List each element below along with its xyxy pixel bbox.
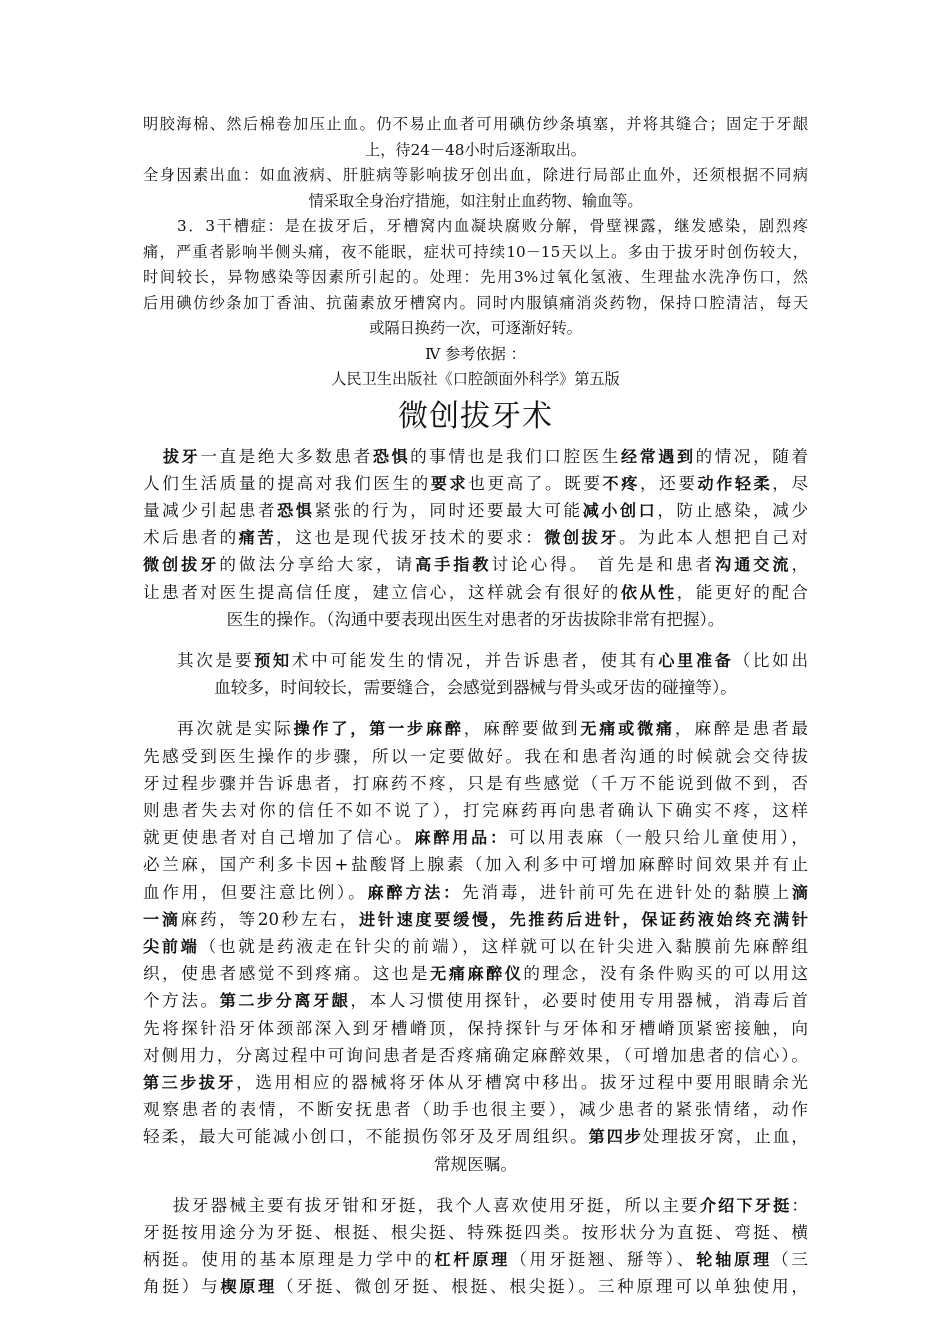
text-line [143, 1151, 808, 1178]
emphasis-text: 尖前端 [143, 936, 200, 956]
text-line [143, 443, 808, 470]
body-text: 量减少引起患者 [143, 500, 278, 520]
body-text: 其次是要 [177, 650, 255, 670]
body-text: 常规医嘱。 [434, 1154, 517, 1174]
text-line [143, 1069, 808, 1096]
body-text: 对侧用力，分离过程中可询问患者是否疼痛确定麻醉效果，（可增加患者的信心）。 [143, 1045, 808, 1065]
body-text: （牙挺、微创牙挺、根挺、根尖挺）。三种原理可以单独使用， [277, 1277, 808, 1297]
emphasis-text: 依从性 [620, 582, 677, 602]
body-text: ，防止感染，减少 [657, 500, 809, 520]
body-text: （用牙挺翘、掰等）、 [510, 1250, 697, 1270]
emphasis-text: 第四步 [588, 1127, 643, 1147]
emphasis-text: 高手指教 [415, 555, 492, 575]
text-line [143, 906, 808, 933]
body-text: 人们生活质量的提高对我们医生的 [143, 473, 431, 493]
text-line [143, 770, 808, 797]
text-line [143, 606, 808, 633]
body-text: 血作用，但要注意比例）。 [143, 882, 368, 902]
body-text: 牙过程步骤并告诉患者，打麻药不疼，只是有些感觉（千万不能说到做不到，否 [143, 773, 808, 793]
text-line: 时间较长，异物感染等因素所引起的。处理：先用3%过氧化氢液、生理盐水洗净伤口，然 [143, 268, 808, 286]
body-text: 就更使患者对自己增加了信心。 [143, 828, 415, 848]
text-line [143, 1096, 808, 1123]
body-text: 术后患者的 [143, 528, 239, 548]
body-text: 麻药，等20秒左右， [180, 909, 360, 929]
body-text: 则患者失去对你的信任不如不说了），打完麻药再向患者确认下确实不疼，这样 [143, 800, 808, 820]
paragraph-intro [143, 443, 808, 633]
text-line [143, 647, 808, 674]
body-text: 紧张的行为，同时还要最大可能 [314, 500, 583, 520]
text-line: 上，待24－48小时后逐渐取出。 [365, 140, 586, 159]
body-text: 术中可能发生的情况，并告诉患者，使其有 [291, 650, 659, 670]
body-text: 拔牙器械主要有拔牙钳和牙挺，我个人喜欢使用牙挺，所以主要 [173, 1195, 700, 1215]
emphasis-text: 一滴 [143, 909, 181, 929]
body-text: 也更高了。既要 [468, 473, 603, 493]
text-line [143, 674, 808, 701]
article-title: 微创拔牙术 [398, 398, 553, 434]
emphasis-text: 不疼 [602, 473, 640, 493]
body-text: 先将探针沿牙体颈部深入到牙槽嵴顶，保持探针与牙体和牙槽嵴顶紧密接触，向 [143, 1018, 808, 1038]
emphasis-text: 恐惧 [372, 446, 411, 466]
emphasis-text: 心里准备 [658, 650, 734, 670]
body-text: ，这也是现代拔牙技术的要求： [276, 528, 545, 548]
body-text: 的理念，没有条件购买的可以用这 [523, 964, 809, 984]
text-line [143, 960, 808, 987]
body-text: 讨论心得。 首先是和患者 [491, 555, 716, 575]
emphasis-text: 操作了，第一步麻醉 [293, 719, 464, 739]
emphasis-text: 第二步分离牙龈 [219, 991, 351, 1011]
emphasis-text: 麻醉用品： [414, 828, 509, 848]
emphasis-text: 进针速度要缓慢，先推药后进针，保证药液始终充满针 [359, 909, 808, 929]
body-text: 让患者对医生提高信任度，建立信心，这样就会有很好的 [143, 582, 621, 602]
body-text: 的情况，随着 [695, 446, 809, 466]
text-line [143, 715, 808, 742]
emphasis-text: 介绍下牙挺 [699, 1195, 792, 1215]
emphasis-text: 微创拔牙 [544, 528, 619, 548]
text-line: 情采取全身治疗措施，如注射止血药物、输血等。 [308, 191, 643, 210]
text-line: 3．3干槽症：是在拔牙后，牙槽窝内血凝块腐败分解，骨壁裸露，继发感染，剧烈疼 [177, 217, 808, 235]
emphasis-text: 恐惧 [277, 500, 315, 520]
body-text: （三 [772, 1250, 809, 1270]
text-line [143, 1273, 808, 1300]
emphasis-text: 无痛麻醉仪 [430, 964, 524, 984]
emphasis-text: 麻醉方法： [367, 882, 463, 902]
body-text: 观察患者的表情，不断安抚患者（助手也很主要），减少患者的紧张情绪，动作 [143, 1100, 808, 1120]
emphasis-text: 第三步拔牙 [143, 1072, 237, 1092]
text-line: 明胶海棉、然后棉卷加压止血。仍不易止血者可用碘仿纱条填塞，并将其缝合；固定于牙龈 [143, 115, 808, 133]
emphasis-text: 沟通交流 [715, 555, 792, 575]
body-text: ，选用相应的器械将牙体从牙槽窝中移出。拔牙过程中要用眼睛余光 [236, 1072, 809, 1092]
body-text: 先感受到医生操作的步骤，所以一定要做好。我在和患者沟通的时候就会交待拔 [143, 746, 808, 766]
emphasis-text: 滴 [791, 882, 809, 902]
text-line [143, 1192, 808, 1219]
text-line [143, 879, 808, 906]
body-text: 医生的操作。（沟通中要表现出医生对患者的牙齿拔除非常有把握）。 [226, 609, 725, 629]
body-text: 一直是绝大多数患者 [200, 446, 373, 466]
emphasis-text: 无痛或微痛 [580, 719, 675, 739]
body-text: 先消毒，进针前可先在进针处的黏膜上 [462, 882, 792, 902]
text-line: 痛，严重者影响半侧头痛，夜不能眠，症状可持续10－15天以上。多由于拔牙时创伤较大， [143, 242, 808, 261]
emphasis-text: 经常遇到 [620, 446, 696, 466]
text-line [143, 987, 808, 1014]
emphasis-text: 要求 [430, 473, 469, 493]
body-text: 可以用表麻（一般只给儿童使用）， [508, 828, 809, 848]
text-line [143, 497, 808, 524]
text-line [143, 470, 808, 497]
text-line [143, 1246, 808, 1273]
body-text: 处理拔牙窝，止血， [642, 1127, 809, 1147]
body-text: 柄挺。使用的基本原理是力学中的 [143, 1250, 435, 1270]
text-line: 人民卫生出版社《口腔颌面外科学》第五版 [331, 370, 620, 388]
emphasis-text: 预知 [254, 650, 292, 670]
upper-section [143, 112, 808, 393]
text-line [143, 743, 808, 770]
paragraph-preparation [143, 647, 808, 701]
body-text: 织，使患者感觉不到疼痛。这也是 [143, 964, 431, 984]
text-line [143, 1015, 808, 1042]
body-text: 的做法分享给大家，请 [219, 555, 416, 575]
text-line [143, 1042, 808, 1069]
text-line: 后用碘仿纱条加丁香油、抗菌素放牙槽窝内。同时内服镇痛消炎药物，保持口腔清洁，每天 [143, 293, 808, 312]
text-line [143, 524, 808, 551]
text-line [143, 933, 808, 960]
emphasis-text: 痛苦 [238, 528, 277, 548]
text-line [143, 797, 808, 824]
body-text: 牙挺按用途分为牙挺、根挺、根尖挺、特殊挺四类。按形状分为直挺、弯挺、横 [143, 1222, 808, 1242]
emphasis-text: 动作轻柔 [697, 473, 773, 493]
body-text: ，麻醉要做到 [463, 719, 581, 739]
body-text: 个方法。 [143, 991, 220, 1011]
body-text: 的事情也是我们口腔医生 [410, 446, 621, 466]
emphasis-text: 拔牙 [163, 446, 201, 466]
body-text: ，麻醉是患者最 [674, 719, 809, 739]
emphasis-text: 微创拔牙 [143, 555, 220, 575]
body-text: 。为此本人想把自己对 [619, 528, 809, 548]
text-line [143, 579, 808, 606]
body-text: 角挺）与 [143, 1277, 221, 1297]
body-text: ，尽 [772, 473, 809, 493]
paragraph-instruments [143, 1192, 808, 1301]
body-text: 再次就是实际 [177, 719, 294, 739]
body-text: 必兰麻，国产利多卡因+盐酸肾上腺素（加入利多中可增加麻醉时间效果并有止 [143, 855, 808, 875]
body-text: ： [791, 1195, 808, 1215]
body-text: （比如出 [733, 650, 809, 670]
body-text: ，还要 [639, 473, 698, 493]
document-page [143, 112, 808, 1301]
body-text: （也就是药液走在针尖的前端），这样就可以在针尖进入黏膜前先麻醉组 [199, 936, 808, 956]
text-line [143, 1219, 808, 1246]
emphasis-text: 减小创口 [582, 500, 658, 520]
text-line [143, 551, 808, 578]
text-line: Ⅳ 参考依据 ： [425, 344, 526, 363]
text-line [143, 1123, 808, 1150]
text-line [143, 851, 808, 878]
emphasis-text: 楔原理 [220, 1277, 278, 1297]
body-text: 血较多，时间较长，需要缝合，会感觉到器械与骨头或牙齿的碰撞等）。 [214, 678, 737, 698]
text-line [143, 824, 808, 851]
emphasis-text: 轮轴原理 [696, 1250, 772, 1270]
body-text: ，本人习惯使用探针，必要时使用专用器械，消毒后首 [350, 991, 809, 1011]
text-line: 全身因素出血：如血液病、肝脏病等影响拔牙创出血，除进行局部止血外，还须根据不同病 [143, 166, 808, 184]
paragraph-procedure [143, 715, 808, 1177]
body-text: ，能更好的配合 [676, 582, 809, 602]
body-text: ， [791, 555, 809, 575]
body-text: 轻柔，最大可能减小创口，不能损伤邻牙及牙周组织。 [143, 1127, 589, 1147]
text-line: 或隔日换药一次，可逐渐好转。 [369, 319, 582, 337]
emphasis-text: 杠杆原理 [434, 1250, 511, 1270]
